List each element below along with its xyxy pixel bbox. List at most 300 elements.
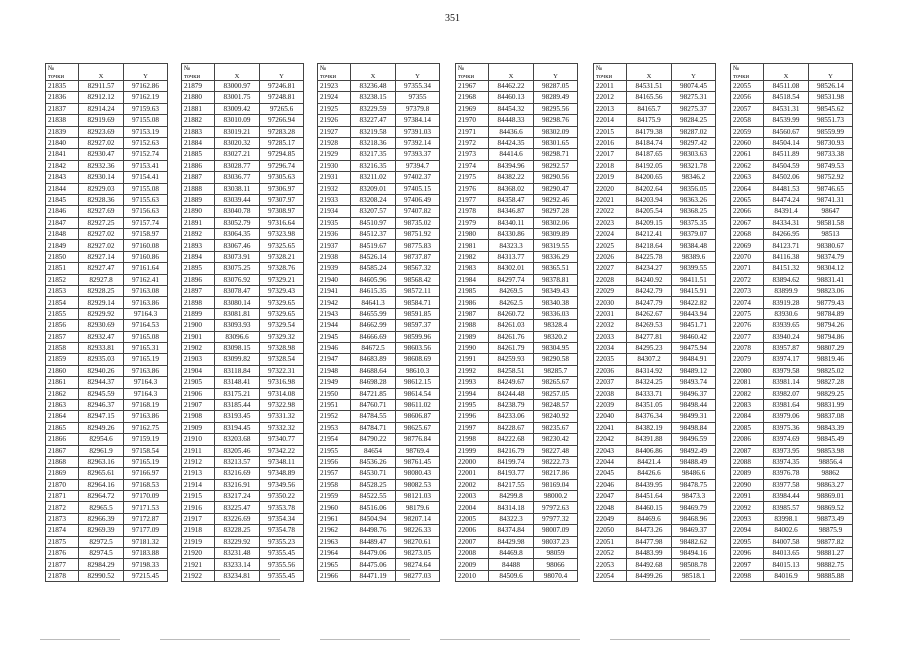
y-coordinate-cell: 98819.46 bbox=[809, 354, 853, 365]
point-number-cell: 22065 bbox=[731, 194, 764, 205]
x-coordinate-cell: 83207.57 bbox=[351, 206, 396, 217]
table-row bbox=[46, 422, 168, 433]
x-coordinate-cell: 84351.05 bbox=[627, 399, 672, 410]
point-number-cell: 22006 bbox=[456, 525, 489, 536]
x-coordinate-cell: 83976.78 bbox=[764, 468, 809, 479]
point-number-cell: 22042 bbox=[594, 434, 627, 445]
table-row bbox=[182, 115, 304, 126]
point-number-cell: 21971 bbox=[456, 126, 489, 137]
point-number-cell: 21880 bbox=[182, 92, 215, 103]
x-coordinate-cell: 83040.78 bbox=[215, 206, 260, 217]
column-header-y: Y bbox=[396, 72, 440, 81]
y-coordinate-cell: 98389.6 bbox=[672, 251, 716, 262]
y-coordinate-cell: 97306.97 bbox=[260, 183, 304, 194]
point-number-cell: 22030 bbox=[594, 297, 627, 308]
point-number-cell: 21850 bbox=[46, 251, 79, 262]
point-number-cell: 21959 bbox=[318, 491, 351, 502]
x-coordinate-cell: 82935.03 bbox=[79, 354, 124, 365]
point-number-cell: 21909 bbox=[182, 422, 215, 433]
y-coordinate-cell: 97155.63 bbox=[124, 194, 168, 205]
point-number-cell: 22014 bbox=[594, 115, 627, 126]
y-coordinate-cell: 98843.39 bbox=[809, 422, 853, 433]
table-row bbox=[731, 183, 853, 194]
table-row bbox=[46, 183, 168, 194]
table-row bbox=[456, 297, 578, 308]
point-number-cell: 22017 bbox=[594, 149, 627, 160]
table-row bbox=[731, 513, 853, 524]
x-coordinate-cell: 82974.5 bbox=[79, 548, 124, 559]
y-coordinate-cell: 98295.56 bbox=[534, 103, 578, 114]
x-coordinate-cell: 84474.24 bbox=[764, 194, 809, 205]
x-coordinate-cell: 84013.65 bbox=[764, 548, 809, 559]
x-coordinate-cell: 84655.99 bbox=[351, 308, 396, 319]
y-coordinate-cell: 98807.29 bbox=[809, 342, 853, 353]
table-row bbox=[182, 479, 304, 490]
y-coordinate-cell: 98498.44 bbox=[672, 399, 716, 410]
x-coordinate-cell: 82914.24 bbox=[79, 103, 124, 114]
y-coordinate-cell: 98825.02 bbox=[809, 365, 853, 376]
table-row bbox=[456, 137, 578, 148]
point-number-cell: 22021 bbox=[594, 194, 627, 205]
table-row bbox=[182, 502, 304, 513]
table-row bbox=[318, 115, 440, 126]
y-coordinate-cell: 97329.21 bbox=[260, 274, 304, 285]
column-header-spacer bbox=[534, 64, 578, 73]
table-row bbox=[182, 342, 304, 353]
x-coordinate-cell: 84228.67 bbox=[489, 422, 534, 433]
point-number-cell: 21925 bbox=[318, 103, 351, 114]
x-coordinate-cell: 82947.15 bbox=[79, 411, 124, 422]
x-coordinate-cell: 83019.21 bbox=[215, 126, 260, 137]
y-coordinate-cell: 97379.8 bbox=[396, 103, 440, 114]
point-number-cell: 21981 bbox=[456, 240, 489, 251]
y-coordinate-cell: 98494.16 bbox=[672, 548, 716, 559]
point-number-cell: 21944 bbox=[318, 320, 351, 331]
x-coordinate-cell: 82969.39 bbox=[79, 525, 124, 536]
x-coordinate-cell: 84454.32 bbox=[489, 103, 534, 114]
table-row bbox=[731, 445, 853, 456]
x-coordinate-cell: 84662.99 bbox=[351, 320, 396, 331]
table-row bbox=[46, 331, 168, 342]
table-row bbox=[182, 92, 304, 103]
y-coordinate-cell: 97177.09 bbox=[124, 525, 168, 536]
x-coordinate-cell: 83939.65 bbox=[764, 320, 809, 331]
y-coordinate-cell: 98733.38 bbox=[809, 149, 853, 160]
table-row bbox=[594, 354, 716, 365]
y-coordinate-cell: 97166.97 bbox=[124, 468, 168, 479]
table-row bbox=[318, 559, 440, 570]
point-number-cell: 21918 bbox=[182, 525, 215, 536]
y-coordinate-cell: 98037.23 bbox=[534, 536, 578, 547]
x-coordinate-cell: 84314.92 bbox=[627, 365, 672, 376]
point-number-cell: 21864 bbox=[46, 411, 79, 422]
point-number-cell: 21847 bbox=[46, 217, 79, 228]
y-coordinate-cell: 98336.03 bbox=[534, 308, 578, 319]
y-coordinate-cell: 97355.45 bbox=[260, 570, 304, 581]
table-row bbox=[318, 513, 440, 524]
table-row bbox=[456, 160, 578, 171]
y-coordinate-cell: 97157.74 bbox=[124, 217, 168, 228]
y-coordinate-cell: 98741.31 bbox=[809, 194, 853, 205]
column-header-point: точки bbox=[731, 72, 764, 81]
y-coordinate-cell: 97305.63 bbox=[260, 172, 304, 183]
y-coordinate-cell: 98265.67 bbox=[534, 377, 578, 388]
point-number-cell: 21994 bbox=[456, 388, 489, 399]
point-number-cell: 22002 bbox=[456, 479, 489, 490]
x-coordinate-cell: 84165.56 bbox=[627, 92, 672, 103]
x-coordinate-cell: 83036.77 bbox=[215, 172, 260, 183]
point-number-cell: 22031 bbox=[594, 308, 627, 319]
table-row bbox=[318, 468, 440, 479]
column-header-spacer bbox=[215, 64, 260, 73]
point-number-cell: 21876 bbox=[46, 548, 79, 559]
x-coordinate-cell: 84698.28 bbox=[351, 377, 396, 388]
x-coordinate-cell: 83238.15 bbox=[351, 92, 396, 103]
column-header-spacer bbox=[396, 64, 440, 73]
x-coordinate-cell: 84313.77 bbox=[489, 251, 534, 262]
y-coordinate-cell: 97165.19 bbox=[124, 456, 168, 467]
y-coordinate-cell: 97392.14 bbox=[396, 137, 440, 148]
y-coordinate-cell: 97161.64 bbox=[124, 263, 168, 274]
point-number-cell: 21988 bbox=[456, 320, 489, 331]
y-coordinate-cell: 97172.87 bbox=[124, 513, 168, 524]
y-coordinate-cell: 97325.65 bbox=[260, 240, 304, 251]
x-coordinate-cell: 84784.55 bbox=[351, 411, 396, 422]
x-coordinate-cell: 82965.61 bbox=[79, 468, 124, 479]
point-number-cell: 21891 bbox=[182, 217, 215, 228]
y-coordinate-cell: 98321.78 bbox=[672, 160, 716, 171]
table-row bbox=[46, 263, 168, 274]
y-coordinate-cell: 98399.55 bbox=[672, 263, 716, 274]
table-row bbox=[594, 308, 716, 319]
x-coordinate-cell: 84504.94 bbox=[351, 513, 396, 524]
x-coordinate-cell: 84184.74 bbox=[627, 137, 672, 148]
table-row bbox=[731, 411, 853, 422]
table-row bbox=[318, 525, 440, 536]
table-row bbox=[46, 206, 168, 217]
point-number-cell: 22077 bbox=[731, 331, 764, 342]
point-number-cell: 22005 bbox=[456, 513, 489, 524]
point-number-cell: 21967 bbox=[456, 81, 489, 92]
x-coordinate-cell: 84473.26 bbox=[627, 525, 672, 536]
point-number-cell: 21983 bbox=[456, 263, 489, 274]
column-header-point: точки bbox=[594, 72, 627, 81]
point-number-cell: 21940 bbox=[318, 274, 351, 285]
table-row bbox=[182, 456, 304, 467]
point-number-cell: 21951 bbox=[318, 399, 351, 410]
x-coordinate-cell: 82940.26 bbox=[79, 365, 124, 376]
x-coordinate-cell: 84269.53 bbox=[627, 320, 672, 331]
point-number-cell: 21914 bbox=[182, 479, 215, 490]
y-coordinate-cell: 98287.05 bbox=[534, 81, 578, 92]
table-row bbox=[46, 570, 168, 581]
point-number-cell: 21842 bbox=[46, 160, 79, 171]
x-coordinate-cell: 83052.79 bbox=[215, 217, 260, 228]
x-coordinate-cell: 84436.6 bbox=[489, 126, 534, 137]
x-coordinate-cell: 84346.87 bbox=[489, 206, 534, 217]
point-number-cell: 22024 bbox=[594, 229, 627, 240]
x-coordinate-cell: 84374.84 bbox=[489, 525, 534, 536]
point-number-cell: 22074 bbox=[731, 297, 764, 308]
x-coordinate-cell: 84518.54 bbox=[764, 92, 809, 103]
y-coordinate-cell: 98304.95 bbox=[534, 342, 578, 353]
x-coordinate-cell: 83236.48 bbox=[351, 81, 396, 92]
x-coordinate-cell: 84469.6 bbox=[627, 513, 672, 524]
y-coordinate-cell: 97406.49 bbox=[396, 194, 440, 205]
column-header-number: № bbox=[594, 64, 627, 73]
y-coordinate-cell: 98275.37 bbox=[672, 103, 716, 114]
table-row bbox=[318, 240, 440, 251]
y-coordinate-cell: 98518.1 bbox=[672, 570, 716, 581]
y-coordinate-cell: 98274.64 bbox=[396, 559, 440, 570]
point-number-cell: 21846 bbox=[46, 206, 79, 217]
point-number-cell: 21961 bbox=[318, 513, 351, 524]
table-row bbox=[46, 103, 168, 114]
y-coordinate-cell: 97402.37 bbox=[396, 172, 440, 183]
y-coordinate-cell: 97215.45 bbox=[124, 570, 168, 581]
table-row bbox=[318, 365, 440, 376]
table-row bbox=[594, 434, 716, 445]
point-number-cell: 22064 bbox=[731, 183, 764, 194]
x-coordinate-cell: 84218.64 bbox=[627, 240, 672, 251]
table-row bbox=[594, 536, 716, 547]
point-number-cell: 21894 bbox=[182, 251, 215, 262]
x-coordinate-cell: 84193.77 bbox=[489, 468, 534, 479]
coordinates-table bbox=[593, 63, 716, 582]
y-coordinate-cell: 98469.37 bbox=[672, 525, 716, 536]
x-coordinate-cell: 84242.79 bbox=[627, 286, 672, 297]
y-coordinate-cell: 97162.19 bbox=[124, 92, 168, 103]
point-number-cell: 21934 bbox=[318, 206, 351, 217]
x-coordinate-cell: 84784.71 bbox=[351, 422, 396, 433]
x-coordinate-cell: 83027.21 bbox=[215, 149, 260, 160]
point-number-cell: 22093 bbox=[731, 513, 764, 524]
point-number-cell: 21955 bbox=[318, 445, 351, 456]
y-coordinate-cell: 98070.4 bbox=[534, 570, 578, 581]
point-number-cell: 21845 bbox=[46, 194, 79, 205]
table-row bbox=[318, 263, 440, 274]
point-number-cell: 22016 bbox=[594, 137, 627, 148]
table-row bbox=[731, 479, 853, 490]
table-row bbox=[731, 103, 853, 114]
y-coordinate-cell: 98468.96 bbox=[672, 513, 716, 524]
x-coordinate-cell: 84475.06 bbox=[351, 559, 396, 570]
point-number-cell: 21862 bbox=[46, 388, 79, 399]
point-number-cell: 22028 bbox=[594, 274, 627, 285]
table-row bbox=[182, 468, 304, 479]
table-row bbox=[594, 194, 716, 205]
x-coordinate-cell: 84481.53 bbox=[764, 183, 809, 194]
x-coordinate-cell: 83194.45 bbox=[215, 422, 260, 433]
table-row bbox=[46, 525, 168, 536]
point-number-cell: 22019 bbox=[594, 172, 627, 183]
x-coordinate-cell: 83974.69 bbox=[764, 434, 809, 445]
x-coordinate-cell: 84406.86 bbox=[627, 445, 672, 456]
y-coordinate-cell: 98340.38 bbox=[534, 297, 578, 308]
x-coordinate-cell: 83973.95 bbox=[764, 445, 809, 456]
table-row bbox=[456, 81, 578, 92]
point-number-cell: 22052 bbox=[594, 548, 627, 559]
y-coordinate-cell: 98319.55 bbox=[534, 240, 578, 251]
column-header-x: X bbox=[489, 72, 534, 81]
point-number-cell: 22098 bbox=[731, 570, 764, 581]
point-number-cell: 21889 bbox=[182, 194, 215, 205]
point-number-cell: 21907 bbox=[182, 399, 215, 410]
table-row bbox=[182, 513, 304, 524]
table-row bbox=[46, 297, 168, 308]
x-coordinate-cell: 83096.6 bbox=[215, 331, 260, 342]
column-header-point: точки bbox=[318, 72, 351, 81]
y-coordinate-cell: 97384.14 bbox=[396, 115, 440, 126]
y-coordinate-cell: 98287.02 bbox=[672, 126, 716, 137]
column-header-spacer bbox=[672, 64, 716, 73]
point-number-cell: 22045 bbox=[594, 468, 627, 479]
y-coordinate-cell: 98606.87 bbox=[396, 411, 440, 422]
x-coordinate-cell: 82964.72 bbox=[79, 491, 124, 502]
x-coordinate-cell: 82927.69 bbox=[79, 206, 124, 217]
y-coordinate-cell: 98610.3 bbox=[396, 365, 440, 376]
table-row bbox=[46, 491, 168, 502]
y-coordinate-cell: 98794.26 bbox=[809, 320, 853, 331]
point-number-cell: 22034 bbox=[594, 342, 627, 353]
x-coordinate-cell: 83228.25 bbox=[215, 525, 260, 536]
table-row bbox=[46, 320, 168, 331]
x-coordinate-cell: 83175.21 bbox=[215, 388, 260, 399]
x-coordinate-cell: 82966.39 bbox=[79, 513, 124, 524]
column-header-spacer bbox=[124, 64, 168, 73]
point-number-cell: 22053 bbox=[594, 559, 627, 570]
table-row bbox=[594, 502, 716, 513]
point-number-cell: 21853 bbox=[46, 286, 79, 297]
x-coordinate-cell: 84526.14 bbox=[351, 251, 396, 262]
point-number-cell: 21905 bbox=[182, 377, 215, 388]
point-number-cell: 21923 bbox=[318, 81, 351, 92]
table-row bbox=[46, 286, 168, 297]
point-number-cell: 22035 bbox=[594, 354, 627, 365]
point-number-cell: 21838 bbox=[46, 115, 79, 126]
x-coordinate-cell: 84721.85 bbox=[351, 388, 396, 399]
table-row bbox=[594, 559, 716, 570]
column-header-y: Y bbox=[260, 72, 304, 81]
x-coordinate-cell: 84376.34 bbox=[627, 411, 672, 422]
table-row bbox=[456, 422, 578, 433]
x-coordinate-cell: 84260.72 bbox=[489, 308, 534, 319]
point-number-cell: 21872 bbox=[46, 502, 79, 513]
table-row bbox=[182, 536, 304, 547]
table-row bbox=[731, 548, 853, 559]
table-row bbox=[731, 365, 853, 376]
point-number-cell: 21998 bbox=[456, 434, 489, 445]
point-number-cell: 21916 bbox=[182, 502, 215, 513]
x-coordinate-cell: 84330.86 bbox=[489, 229, 534, 240]
y-coordinate-cell: 98827.28 bbox=[809, 377, 853, 388]
point-number-cell: 21926 bbox=[318, 115, 351, 126]
x-coordinate-cell: 84225.78 bbox=[627, 251, 672, 262]
point-number-cell: 21972 bbox=[456, 137, 489, 148]
point-number-cell: 21878 bbox=[46, 570, 79, 581]
y-coordinate-cell: 98302.06 bbox=[534, 217, 578, 228]
y-coordinate-cell: 98492.49 bbox=[672, 445, 716, 456]
y-coordinate-cell: 98304.12 bbox=[809, 263, 853, 274]
table-row bbox=[318, 308, 440, 319]
y-coordinate-cell: 98599.96 bbox=[396, 331, 440, 342]
y-coordinate-cell: 97285.17 bbox=[260, 137, 304, 148]
y-coordinate-cell: 97328.21 bbox=[260, 251, 304, 262]
y-coordinate-cell: 97307.97 bbox=[260, 194, 304, 205]
x-coordinate-cell: 84262.5 bbox=[489, 297, 534, 308]
point-number-cell: 21996 bbox=[456, 411, 489, 422]
table-row bbox=[182, 525, 304, 536]
x-coordinate-cell: 83185.44 bbox=[215, 399, 260, 410]
y-coordinate-cell: 98567.32 bbox=[396, 263, 440, 274]
y-coordinate-cell: 97171.53 bbox=[124, 502, 168, 513]
point-number-cell: 21906 bbox=[182, 388, 215, 399]
point-number-cell: 21870 bbox=[46, 479, 79, 490]
y-coordinate-cell: 98735.02 bbox=[396, 217, 440, 228]
x-coordinate-cell: 83974.17 bbox=[764, 354, 809, 365]
y-coordinate-cell: 98496.59 bbox=[672, 434, 716, 445]
table-row bbox=[456, 342, 578, 353]
point-number-cell: 21987 bbox=[456, 308, 489, 319]
y-coordinate-cell: 98302.09 bbox=[534, 126, 578, 137]
y-coordinate-cell: 98292.57 bbox=[534, 160, 578, 171]
y-coordinate-cell: 97164.3 bbox=[124, 308, 168, 319]
x-coordinate-cell: 84302.01 bbox=[489, 263, 534, 274]
x-coordinate-cell: 83209.01 bbox=[351, 183, 396, 194]
table-row bbox=[46, 456, 168, 467]
point-number-cell: 22013 bbox=[594, 103, 627, 114]
table-row bbox=[46, 274, 168, 285]
y-coordinate-cell: 97152.63 bbox=[124, 137, 168, 148]
table-row bbox=[731, 240, 853, 251]
table-row bbox=[731, 115, 853, 126]
y-coordinate-cell: 98297.42 bbox=[672, 137, 716, 148]
point-number-cell: 21849 bbox=[46, 240, 79, 251]
table-row bbox=[46, 479, 168, 490]
x-coordinate-cell: 84209.15 bbox=[627, 217, 672, 228]
x-coordinate-cell: 82927.25 bbox=[79, 217, 124, 228]
point-number-cell: 21897 bbox=[182, 286, 215, 297]
table-row bbox=[318, 149, 440, 160]
table-row bbox=[594, 456, 716, 467]
point-number-cell: 22076 bbox=[731, 320, 764, 331]
x-coordinate-cell: 84426.6 bbox=[627, 468, 672, 479]
y-coordinate-cell: 98298.76 bbox=[534, 115, 578, 126]
point-number-cell: 21919 bbox=[182, 536, 215, 547]
column-header-y: Y bbox=[534, 72, 578, 81]
y-coordinate-cell: 98059 bbox=[534, 548, 578, 559]
y-coordinate-cell: 98597.37 bbox=[396, 320, 440, 331]
y-coordinate-cell: 97168.53 bbox=[124, 479, 168, 490]
table-row bbox=[46, 92, 168, 103]
x-coordinate-cell: 83919.28 bbox=[764, 297, 809, 308]
y-coordinate-cell: 98080.43 bbox=[396, 468, 440, 479]
x-coordinate-cell: 83231.48 bbox=[215, 548, 260, 559]
y-coordinate-cell: 98415.91 bbox=[672, 286, 716, 297]
point-number-cell: 22059 bbox=[731, 126, 764, 137]
x-coordinate-cell: 84295.23 bbox=[627, 342, 672, 353]
table-row bbox=[594, 286, 716, 297]
table-row bbox=[456, 559, 578, 570]
x-coordinate-cell: 83984.44 bbox=[764, 491, 809, 502]
table-row bbox=[456, 445, 578, 456]
point-number-cell: 21984 bbox=[456, 274, 489, 285]
x-coordinate-cell: 82930.14 bbox=[79, 172, 124, 183]
point-number-cell: 21898 bbox=[182, 297, 215, 308]
point-number-cell: 21910 bbox=[182, 434, 215, 445]
x-coordinate-cell: 84249.67 bbox=[489, 377, 534, 388]
table-row bbox=[456, 536, 578, 547]
